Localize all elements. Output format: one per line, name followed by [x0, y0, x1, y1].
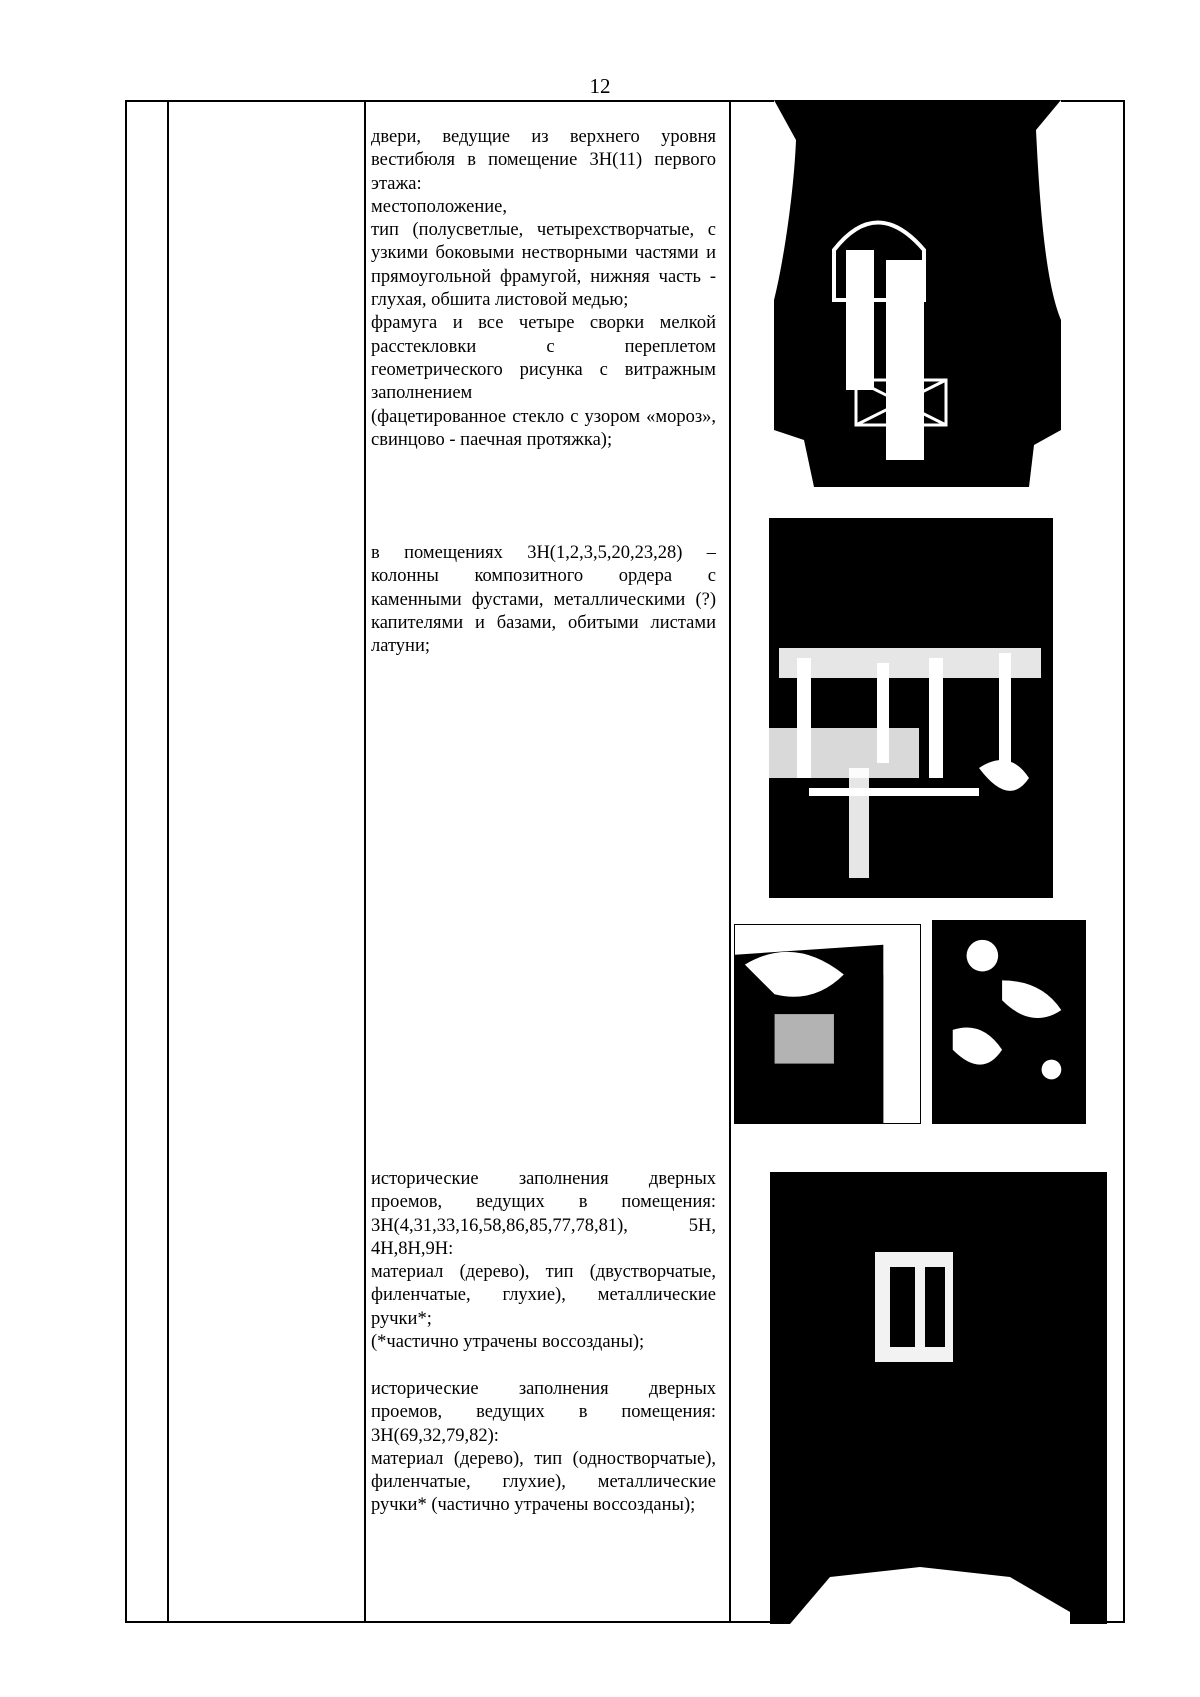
text-line: в помещениях 3Н(1,2,3,5,20,23,28) – колонны композитного ордера с каменными фустами, металлическими (?) капителями и базами, обитыми листами латуни; — [371, 543, 716, 657]
text-line: тип (полусветлые, четырехстворчатые, с узкими боковыми нестворными частями и прямоугольной фрамугой, нижняя часть - глухая, обшита листовой медью; — [371, 220, 716, 311]
text-line: исторические заполнения дверных проемов, ведущих в помещения: 3Н(4,31,33,16,58,86,85,77,78,81), 5Н, 4Н,8Н,9Н: — [371, 1169, 716, 1259]
text-line: двери, ведущие из верхнего уровня вестибюля в помещение 3Н(11) первого этажа: — [371, 127, 716, 194]
page-number: 12 — [589, 74, 611, 98]
text-line: фрамуга и все четыре сворки мелкой расстекловки с переплетом геометрического рисунка с витражным заполнением — [371, 313, 716, 404]
description-double-doors — [371, 1168, 716, 1354]
column-divider-3 — [729, 102, 731, 1621]
text-line: (фацетированное стекло с узором «мороз», свинцово - паечная протяжка); — [371, 406, 716, 450]
text-line: материал (дерево), тип (двустворчатые, филенчатые, глухие), металлические ручки*; — [371, 1262, 716, 1329]
text-line: материал (дерево), тип (одностворчатые), филенчатые, глухие), металлические ручки* (частично утрачены воссозданы); — [371, 1448, 716, 1516]
column-divider-2 — [364, 102, 366, 1621]
photo-vestibule-door — [774, 100, 1061, 487]
photo-capital-detail — [932, 920, 1086, 1124]
text-line: (*частично утрачены воссозданы); — [371, 1332, 645, 1353]
description-doors-vestibule — [371, 126, 716, 452]
column-divider-1 — [167, 102, 169, 1621]
description-columns — [371, 542, 716, 658]
text-line: исторические заполнения дверных проемов, ведущих в помещения: 3Н(69,32,79,82): — [371, 1379, 716, 1446]
text-line: местоположение, — [371, 196, 507, 217]
description-single-doors — [371, 1378, 716, 1518]
photo-column-capital — [734, 924, 921, 1124]
photo-doors — [770, 1172, 1107, 1624]
photo-hall-columns — [769, 518, 1053, 898]
